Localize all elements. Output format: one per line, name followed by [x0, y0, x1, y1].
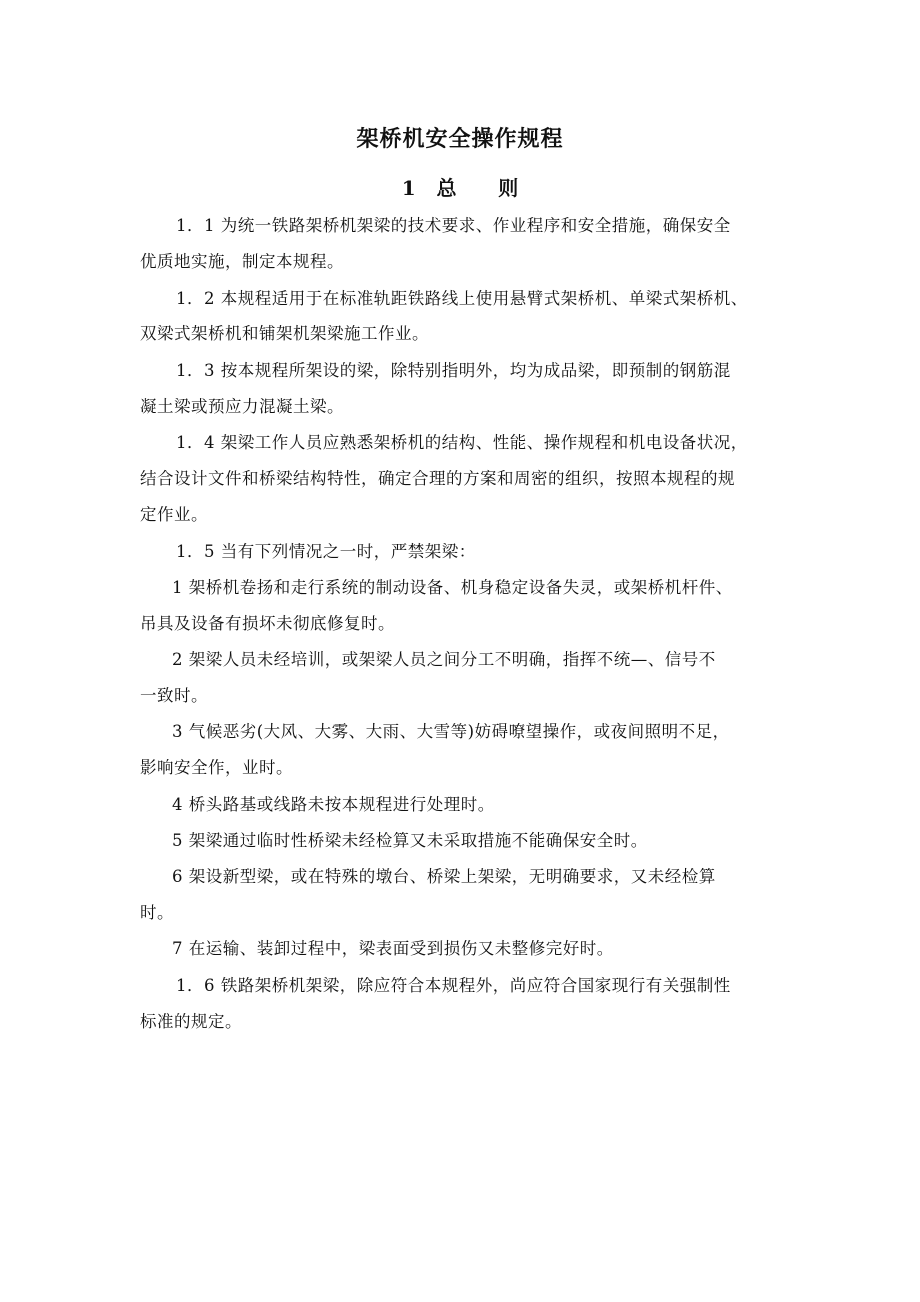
text-line: 标准的规定。: [140, 1012, 242, 1031]
text-line: 7 在运输、装卸过程中，梁表面受到损伤又未整修完好时。: [172, 939, 614, 958]
text-line: 结合设计文件和桥梁结构特性，确定合理的方案和周密的组织，按照本规程的规: [140, 469, 735, 488]
text-line: 4 桥头路基或线路未按本规程进行处理时。: [172, 795, 495, 814]
document-title: 架桥机安全操作规程: [356, 126, 564, 152]
text-line: 影响安全作，业时。: [140, 758, 293, 777]
text-line: 一致时。: [140, 686, 208, 705]
text-line: 1．3 按本规程所架设的梁，除特别指明外，均为成品梁，即预制的钢筋混: [176, 361, 731, 380]
text-line: 3 气候恶劣(大风、大雾、大雨、大雪等)妨碍嘹望操作，或夜间照明不足，: [172, 722, 730, 741]
text-line: 2 架梁人员未经培训，或架梁人员之间分工不明确，指挥不统—、信号不: [172, 650, 716, 669]
text-line: 1 架桥机卷扬和走行系统的制动设备、机身稳定设备失灵，或架桥机杆件、: [172, 578, 733, 597]
text-line: 凝土梁或预应力混凝土梁。: [140, 397, 344, 416]
text-line: 吊具及设备有损坏未彻底修复时。: [140, 614, 395, 633]
text-line: 1．2 本规程适用于在标准轨距铁路线上使用悬臂式架桥机、单梁式架桥机、: [176, 289, 748, 308]
text-line: 1．1 为统一铁路架桥机架梁的技术要求、作业程序和安全措施，确保安全: [176, 216, 731, 235]
text-line: 1．5 当有下列情况之一时，严禁架梁：: [176, 542, 476, 561]
text-line: 优质地实施，制定本规程。: [140, 252, 344, 271]
text-line: 6 架设新型梁，或在特殊的墩台、桥梁上架梁，无明确要求，又未经检算: [172, 867, 716, 886]
text-line: 1．4 架梁工作人员应熟悉架桥机的结构、性能、操作规程和机电设备状况，: [176, 433, 748, 452]
text-line: 双梁式架桥机和铺架机架梁施工作业。: [140, 324, 429, 343]
text-line: 1．6 铁路架桥机架梁，除应符合本规程外，尚应符合国家现行有关强制性: [176, 976, 731, 995]
text-line: 定作业。: [140, 505, 208, 524]
text-line: 时。: [140, 903, 174, 922]
chapter-heading: 1 总 则: [401, 176, 519, 200]
text-line: 5 架梁通过临时性桥梁未经检算又未采取措施不能确保安全时。: [172, 831, 648, 850]
